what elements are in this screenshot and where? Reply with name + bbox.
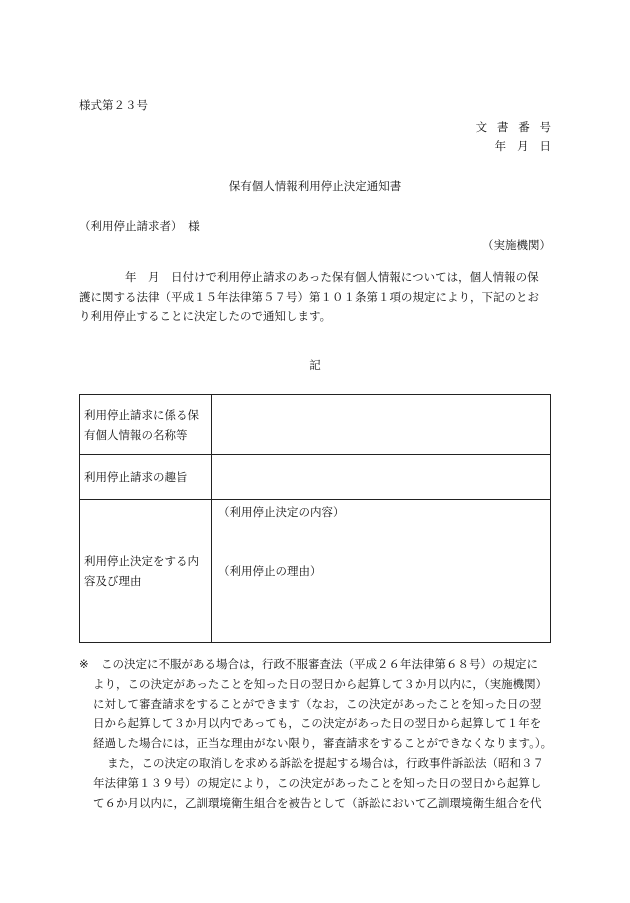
request-purpose-value[interactable] bbox=[212, 455, 551, 500]
request-purpose-label: 利用停止請求の趣旨 bbox=[80, 455, 212, 500]
decision-content-label bbox=[80, 500, 212, 643]
decision-content-caption: （利用停止決定の内容） bbox=[218, 505, 345, 519]
body-line: 年 月 日付けで利用停止請求のあった保有個人情報については，個人情報の保 bbox=[125, 270, 539, 284]
decision-reason-caption: （利用停止の理由） bbox=[218, 564, 322, 578]
note-line: また，この決定の取消しを求める訴訟を提起する場合は，行政事件訴訟法（昭和３７ bbox=[107, 755, 544, 770]
appeal-note bbox=[79, 655, 559, 813]
implementing-agency: （実施機関） bbox=[482, 238, 551, 252]
note-line: に対して審査請求をすることができます（なお，この決定があったことを知った日の翌 bbox=[93, 696, 542, 711]
note-line: て６か月以内に，乙訓環境衛生組合を被告として（訴訟において乙訓環境衛生組合を代 bbox=[93, 795, 542, 810]
personal-info-name-label bbox=[80, 395, 212, 455]
note-line: 日から起算して３か月以内であっても，この決定があった日の翌日から起算して１年を bbox=[93, 716, 542, 731]
form-number: 様式第２３号 bbox=[79, 98, 148, 112]
personal-info-name-value[interactable] bbox=[212, 395, 551, 455]
body-line: 護に関する法律（平成１５年法律第５７号）第１０１条第１項の規定により，下記のとお bbox=[79, 289, 539, 304]
label-line: 有個人情報の名称等 bbox=[84, 427, 188, 442]
label-line: 容及び理由 bbox=[84, 574, 142, 588]
decision-content-value[interactable] bbox=[212, 500, 551, 643]
label-line: 利用停止決定をする内 bbox=[84, 554, 199, 568]
table-row bbox=[80, 455, 551, 500]
addressee: （利用停止請求者） 様 bbox=[79, 219, 200, 233]
ki-heading: 記 bbox=[309, 358, 321, 372]
date-label: 年月日 bbox=[494, 139, 562, 153]
table-row bbox=[80, 500, 551, 643]
notification-body bbox=[79, 268, 551, 327]
note-line: 年法律第１３９号）の規定により，この決定があったことを知った日の翌日から起算し bbox=[93, 775, 542, 790]
document-number-label: 文書番号 bbox=[475, 120, 561, 134]
note-line: この決定に不服がある場合は，行政不服審査法（平成２６年法律第６８号）の規定に bbox=[101, 657, 538, 671]
note-line: より，この決定があったことを知った日の翌日から起算して３か月以内に，（実施機関） bbox=[93, 676, 548, 691]
label-line: 利用停止請求に係る保 bbox=[84, 407, 199, 422]
note-line: 経過した場合には，正当な理由がない限り，審査請求をすることができなくなります。）。 bbox=[93, 736, 553, 751]
decision-table bbox=[79, 394, 551, 643]
document-title: 保有個人情報利用停止決定通知書 bbox=[228, 179, 402, 193]
note-mark: ※ bbox=[79, 657, 89, 671]
body-line: り利用停止することに決定したので通知します。 bbox=[79, 309, 332, 323]
table-row bbox=[80, 395, 551, 455]
